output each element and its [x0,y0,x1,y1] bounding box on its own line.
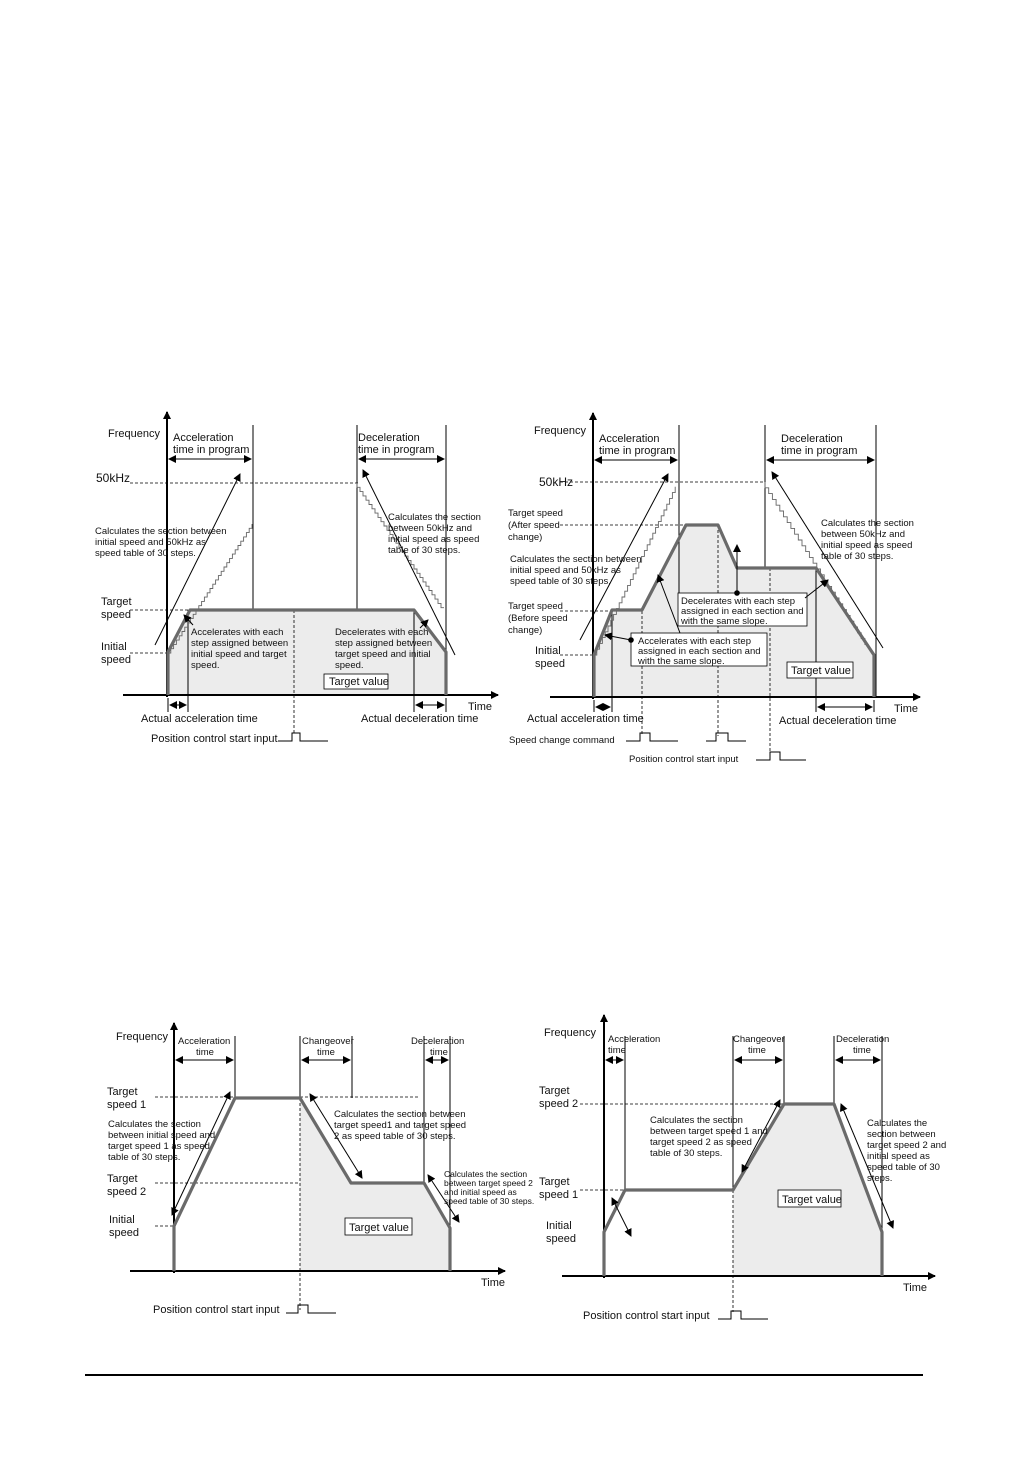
svg-text:(After speed: (After speed [508,520,560,531]
svg-text:time in program: time in program [358,444,435,456]
svg-text:Changeover: Changeover [302,1036,354,1047]
svg-text:Deceleration: Deceleration [358,432,420,444]
svg-text:target speed 2 and: target speed 2 and [867,1140,947,1151]
svg-text:Initial: Initial [535,645,561,657]
svg-text:Position control start input: Position control start input [629,754,739,765]
svg-text:Time: Time [468,701,493,713]
svg-text:Target: Target [107,1086,138,1098]
svg-text:initial speed as: initial speed as [867,1151,930,1162]
svg-text:Actual deceleration time: Actual deceleration time [361,713,479,725]
diagram-two-speeds-increasing [539,1015,946,1322]
svg-text:between target speed 2: between target speed 2 [444,1178,533,1188]
svg-text:time in program: time in program [781,445,858,457]
svg-text:target speed1 and target speed: target speed1 and target speed [334,1120,467,1131]
svg-text:speed 1: speed 1 [107,1099,147,1111]
svg-text:Calculates the section: Calculates the section [821,518,914,529]
svg-text:between 50kHz and: between 50kHz and [821,529,905,540]
footer-rule [85,1374,923,1376]
svg-text:steps.: steps. [867,1173,893,1184]
svg-text:Position control start input: Position control start input [583,1310,710,1322]
svg-text:Calculates the section between: Calculates the section between [510,554,642,565]
svg-text:table of 30 steps.: table of 30 steps. [650,1148,723,1159]
frequency-label: Frequency [108,428,160,440]
svg-text:table of 30 steps.: table of 30 steps. [108,1152,181,1163]
svg-text:Deceleration: Deceleration [836,1034,890,1045]
svg-text:Acceleration: Acceleration [173,432,234,444]
svg-text:Acceleration: Acceleration [599,433,660,445]
svg-text:Position control start input: Position control start input [151,733,278,745]
svg-text:Speed change command: Speed change command [509,735,615,746]
svg-text:section between: section between [867,1129,936,1140]
svg-text:speed table of 30 steps.: speed table of 30 steps. [510,576,611,587]
diagram-single-speed [95,412,498,745]
svg-text:time: time [196,1047,214,1058]
svg-text:Position control start input: Position control start input [153,1304,280,1316]
svg-text:Calculates the section: Calculates the section [388,512,481,523]
svg-text:Changeover: Changeover [733,1034,785,1045]
svg-text:Calculates the section between: Calculates the section between [95,526,227,537]
svg-text:Target: Target [539,1176,570,1188]
svg-text:Initial: Initial [109,1214,135,1226]
svg-text:change): change) [508,532,543,543]
svg-text:Target value: Target value [782,1194,842,1206]
speed-change-pulse [626,733,678,741]
svg-text:2 as speed table of 30 steps.: 2 as speed table of 30 steps. [334,1131,456,1142]
svg-text:Target value: Target value [791,665,851,677]
diagram-two-speeds-decreasing [107,1023,534,1316]
svg-text:target speed 1 as speed: target speed 1 as speed [108,1141,210,1152]
svg-text:time: time [748,1045,766,1056]
svg-text:initial speed and target: initial speed and target [191,649,287,660]
svg-text:speed: speed [546,1233,576,1245]
svg-text:speed 1: speed 1 [539,1189,579,1201]
svg-text:Calculates the section: Calculates the section [650,1115,743,1126]
svg-text:step assigned between: step assigned between [191,638,289,649]
svg-text:Calculates the section between: Calculates the section between [334,1109,466,1120]
svg-text:speed: speed [101,654,131,666]
svg-text:between 50kHz and: between 50kHz and [388,523,472,534]
svg-text:Target: Target [101,596,132,608]
svg-text:speed: speed [101,609,131,621]
svg-text:Accelerates with each step: Accelerates with each step [638,636,752,647]
svg-text:Target value: Target value [349,1222,409,1234]
svg-text:Target speed: Target speed [508,508,563,519]
start-pulse [718,1311,768,1319]
svg-text:Accelerates with each: Accelerates with each [191,627,284,638]
svg-text:Actual acceleration time: Actual acceleration time [527,713,644,725]
khz-label: 50kHz [96,471,131,485]
svg-text:time in program: time in program [173,444,250,456]
svg-text:time: time [430,1047,448,1058]
frequency-label: Frequency [544,1027,596,1039]
svg-text:speed table of 30 steps.: speed table of 30 steps. [95,548,196,559]
svg-text:Target: Target [539,1085,570,1097]
svg-text:time in program: time in program [599,445,676,457]
svg-text:assigned in each section and: assigned in each section and [681,606,804,617]
svg-text:between initial speed and: between initial speed and [108,1130,216,1141]
speed-change-pulse-2 [706,733,746,741]
svg-text:speed table of 30 steps.: speed table of 30 steps. [444,1196,535,1206]
svg-text:Target: Target [107,1173,138,1185]
svg-text:speed 2: speed 2 [107,1186,147,1198]
svg-text:Decelerates with each: Decelerates with each [335,627,429,638]
svg-text:time: time [608,1045,626,1056]
svg-text:Time: Time [894,703,919,715]
svg-text:Calculates the section: Calculates the section [444,1169,528,1179]
svg-text:Time: Time [481,1277,506,1289]
svg-text:speed table of 30: speed table of 30 [867,1162,940,1173]
svg-text:Time: Time [903,1282,928,1294]
svg-text:speed.: speed. [335,660,364,671]
svg-text:change): change) [508,625,543,636]
start-pulse [286,1305,336,1313]
svg-text:speed.: speed. [191,660,220,671]
khz-label: 50kHz [539,475,574,489]
diagram-speed-change [508,413,920,765]
svg-text:Deceleration: Deceleration [411,1036,465,1047]
svg-text:target speed 2 as speed: target speed 2 as speed [650,1137,752,1148]
svg-text:table of 30 steps.: table of 30 steps. [388,545,461,556]
svg-text:(Before speed: (Before speed [508,613,568,624]
svg-text:Deceleration: Deceleration [781,433,843,445]
start-pulse [756,752,806,760]
svg-text:initial speed and 50kHz as: initial speed and 50kHz as [510,565,621,576]
svg-text:Initial: Initial [546,1220,572,1232]
svg-text:Target speed: Target speed [508,601,563,612]
svg-text:target speed and initial: target speed and initial [335,649,431,660]
svg-text:between target speed 1 and: between target speed 1 and [650,1126,768,1137]
svg-text:speed: speed [535,658,565,670]
svg-text:Acceleration: Acceleration [178,1036,231,1047]
svg-text:Calculates the: Calculates the [867,1118,928,1129]
svg-text:initial speed as speed: initial speed as speed [821,540,913,551]
svg-text:speed: speed [109,1227,139,1239]
frequency-label: Frequency [116,1031,168,1043]
svg-text:Actual deceleration time: Actual deceleration time [779,715,897,727]
svg-text:speed 2: speed 2 [539,1098,579,1110]
svg-text:step assigned between: step assigned between [335,638,433,649]
svg-text:with the same slope.: with the same slope. [681,616,768,627]
frequency-label: Frequency [534,425,586,437]
svg-text:initial speed as speed: initial speed as speed [388,534,480,545]
svg-text:time: time [317,1047,335,1058]
svg-text:Acceleration: Acceleration [608,1034,661,1045]
svg-text:initial speed and 50kHz as: initial speed and 50kHz as [95,537,206,548]
svg-text:and initial speed as: and initial speed as [444,1187,517,1197]
start-pulse [278,733,328,741]
svg-text:Decelerates with each step: Decelerates with each step [681,596,796,607]
svg-text:Calculates the section: Calculates the section [108,1119,201,1130]
svg-text:Target value: Target value [329,676,389,688]
svg-text:assigned in each section and: assigned in each section and [638,646,761,657]
svg-text:Actual acceleration time: Actual acceleration time [141,713,258,725]
svg-text:Initial: Initial [101,641,127,653]
svg-text:time: time [853,1045,871,1056]
svg-text:table of 30 steps.: table of 30 steps. [821,551,894,562]
svg-text:with the same slope.: with the same slope. [638,656,725,667]
